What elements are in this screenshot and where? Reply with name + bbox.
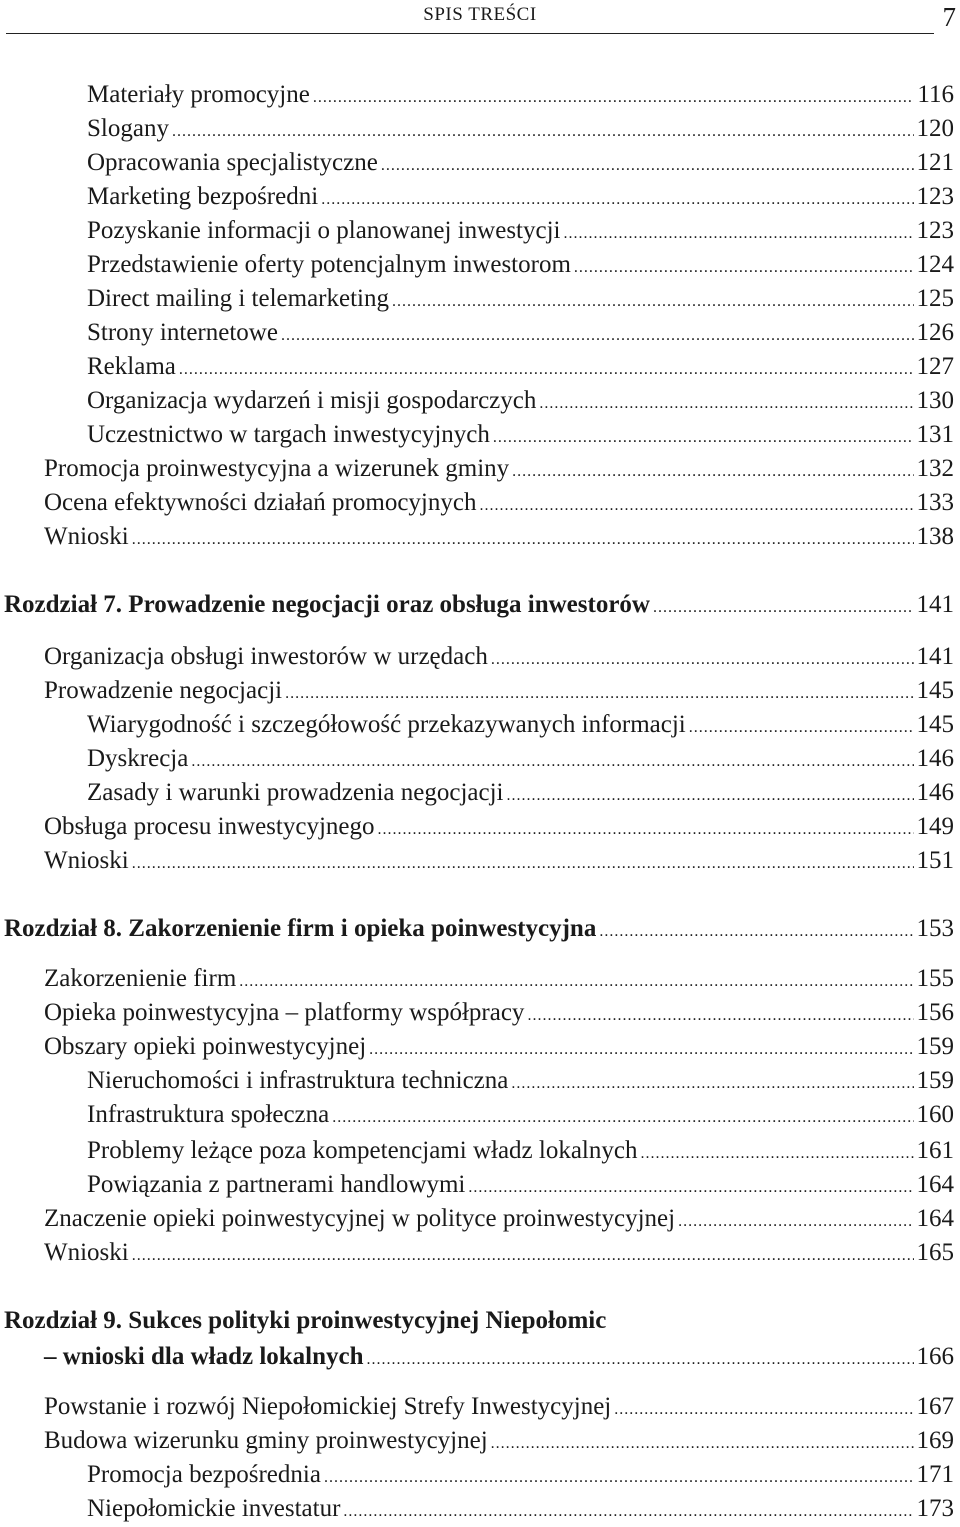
toc-entry[interactable]: Wnioski ..... 138 [44, 522, 954, 552]
toc-page: 156 [916, 999, 954, 1026]
dot-leader [653, 593, 914, 623]
dot-leader [512, 457, 913, 487]
dot-leader [507, 781, 914, 811]
toc-page: 116 [917, 81, 954, 108]
toc-page: 166 [916, 1343, 954, 1370]
toc-page: 124 [916, 251, 954, 278]
dot-leader [191, 747, 913, 777]
chapter-label: Rozdział 8. [4, 915, 123, 942]
toc-page: 153 [916, 915, 954, 942]
chapter-heading[interactable] [4, 590, 954, 620]
toc-entry[interactable]: Znaczenie opieki poinwestycyjnej w polityce proinwestycyjnej ..... 164 [44, 1204, 954, 1234]
toc-page: 146 [916, 745, 954, 772]
toc-entry[interactable]: Wnioski ..... 165 [44, 1238, 954, 1268]
chapter-label: Rozdział 9. [4, 1307, 123, 1334]
toc-entry[interactable]: Obsługa procesu inwestycyjnego ..... 149 [44, 812, 954, 842]
toc-entry[interactable]: Infrastruktura społeczna ..... 160 [87, 1100, 954, 1130]
dot-leader [539, 389, 913, 419]
toc-entry[interactable]: Pozyskanie informacji o planowanej inwestycji ..... 123 [87, 216, 954, 246]
toc-entry[interactable]: Prowadzenie negocjacji ..... 145 [44, 676, 954, 706]
toc-entry[interactable]: Obszary opieki poinwestycyjnej ..... 159 [44, 1032, 954, 1062]
dot-leader [491, 1429, 914, 1459]
toc-entry[interactable]: Materiały promocyjne ..... 116 [87, 80, 954, 110]
dot-leader [321, 185, 913, 215]
toc-page: 171 [916, 1461, 954, 1488]
dot-leader [468, 1173, 913, 1203]
toc-page: 159 [916, 1067, 954, 1094]
chapter-title: Prowadzenie negocjacji oraz obsługa inwestorów [128, 591, 650, 618]
toc-page: 151 [916, 847, 954, 874]
toc-entry[interactable]: Problemy leżące poza kompetencjami władz lokalnych ..... 161 [87, 1136, 954, 1166]
toc-entry[interactable]: Zakorzenienie firm ..... 155 [44, 964, 954, 994]
dot-leader [511, 1069, 913, 1099]
toc-entry[interactable]: Uczestnictwo w targach inwestycyjnych ..... 131 [87, 420, 954, 450]
toc-page: 145 [916, 677, 954, 704]
dot-leader [369, 1035, 913, 1065]
dot-leader [132, 525, 914, 555]
toc-page: 169 [916, 1427, 954, 1454]
toc-page: 138 [916, 523, 954, 550]
toc-entry[interactable]: Nieruchomości i infrastruktura techniczna ..... 159 [87, 1066, 954, 1096]
toc-entry[interactable]: Promocja bezpośrednia ..... 171 [87, 1460, 954, 1490]
toc-page: 146 [916, 779, 954, 806]
dot-leader [614, 1395, 913, 1425]
toc-page: 173 [916, 1495, 954, 1522]
dot-leader [678, 1207, 913, 1237]
dot-leader [239, 967, 913, 997]
toc-entry[interactable]: Dyskrecja ..... 146 [87, 744, 954, 774]
toc-page: 127 [916, 353, 954, 380]
toc-page: 161 [916, 1137, 954, 1164]
toc-entry[interactable]: Organizacja obsługi inwestorów w urzędach ..... 141 [44, 642, 954, 672]
chapter-title: – wnioski dla władz lokalnych [44, 1343, 364, 1370]
dot-leader [367, 1345, 914, 1375]
toc-entry[interactable]: Strony internetowe ..... 126 [87, 318, 954, 348]
dot-leader [381, 151, 914, 181]
toc-entry[interactable]: Marketing bezpośredni ..... 123 [87, 182, 954, 212]
dot-leader [491, 645, 914, 675]
chapter-label: Rozdział 7. [4, 591, 123, 618]
toc-page: 121 [916, 149, 954, 176]
dot-leader [179, 355, 914, 385]
toc-page: 145 [916, 711, 954, 738]
dot-leader [281, 321, 914, 351]
toc-page: 160 [916, 1101, 954, 1128]
dot-leader [640, 1139, 913, 1169]
dot-leader [285, 679, 913, 709]
toc-page: 123 [916, 183, 954, 210]
chapter-heading[interactable] [44, 1342, 954, 1372]
dot-leader [377, 815, 913, 845]
toc-page: 120 [916, 115, 954, 142]
toc-page: 130 [916, 387, 954, 414]
toc-page: 133 [916, 489, 954, 516]
toc-page: 165 [916, 1239, 954, 1266]
dot-leader [493, 423, 914, 453]
toc-entry[interactable]: Zasady i warunki prowadzenia negocjacji ..... 146 [87, 778, 954, 808]
chapter-title: Zakorzenienie firm i opieka poinwestycyjna [128, 915, 597, 942]
toc-page: 131 [916, 421, 954, 448]
running-head: SPIS TREŚCI [423, 4, 537, 25]
dot-leader [527, 1001, 913, 1031]
toc-page: 167 [916, 1393, 954, 1420]
toc-page: 141 [916, 643, 954, 670]
toc-page: 123 [916, 217, 954, 244]
dot-leader [689, 713, 914, 743]
dot-leader [564, 219, 914, 249]
dot-leader [132, 849, 914, 879]
toc-entry[interactable]: Powiązania z partnerami handlowymi ..... 164 [87, 1170, 954, 1200]
dot-leader [479, 491, 913, 521]
toc-entry[interactable]: Direct mailing i telemarketing ..... 125 [87, 284, 954, 314]
chapter-heading-line1[interactable] [4, 1306, 606, 1336]
dot-leader [599, 917, 913, 947]
toc-entry[interactable]: Wiarygodność i szczegółowość przekazywanych informacji ..... 145 [87, 710, 954, 740]
dot-leader [313, 83, 915, 113]
toc-page: 126 [916, 319, 954, 346]
dot-leader [324, 1463, 914, 1493]
dot-leader [132, 1241, 914, 1271]
toc-entry[interactable]: Promocja proinwestycyjna a wizerunek gminy ..... 132 [44, 454, 954, 484]
dot-leader [574, 253, 914, 283]
toc-entry[interactable]: Opieka poinwestycyjna – platformy współpracy ..... 156 [44, 998, 954, 1028]
toc-entry[interactable]: Ocena efektywności działań promocyjnych ..... 133 [44, 488, 954, 518]
toc-page: 155 [916, 965, 954, 992]
page-number: 7 [942, 2, 956, 32]
dot-leader [343, 1497, 913, 1527]
chapter-title: Sukces polityki proinwestycyjnej Niepołomic [128, 1307, 607, 1334]
dot-leader [392, 287, 914, 317]
toc-entry[interactable]: Budowa wizerunku gminy proinwestycyjnej ..... 169 [44, 1426, 954, 1456]
toc-entry[interactable]: Organizacja wydarzeń i misji gospodarczych ..... 130 [87, 386, 954, 416]
toc-page: 125 [916, 285, 954, 312]
toc-page: 159 [916, 1033, 954, 1060]
chapter-heading[interactable] [4, 914, 954, 944]
dot-leader [172, 117, 914, 147]
toc-page: 132 [916, 455, 954, 482]
toc-entry[interactable]: Przedstawienie oferty potencjalnym inwestorom ..... 124 [87, 250, 954, 280]
dot-leader [332, 1103, 913, 1133]
toc-entry[interactable]: Wnioski ..... 151 [44, 846, 954, 876]
toc-entry[interactable]: Slogany ..... 120 [87, 114, 954, 144]
toc-page: 164 [916, 1171, 954, 1198]
toc-entry[interactable]: Powstanie i rozwój Niepołomickiej Strefy Inwestycyjnej ..... 167 [44, 1392, 954, 1422]
toc-entry[interactable]: Niepołomickie investatur ..... 173 [87, 1494, 954, 1524]
toc-entry[interactable]: Opracowania specjalistyczne ..... 121 [87, 148, 954, 178]
toc-page: 141 [916, 591, 954, 618]
toc-entry[interactable]: Reklama ..... 127 [87, 352, 954, 382]
toc-page: 164 [916, 1205, 954, 1232]
toc-page: 149 [916, 813, 954, 840]
